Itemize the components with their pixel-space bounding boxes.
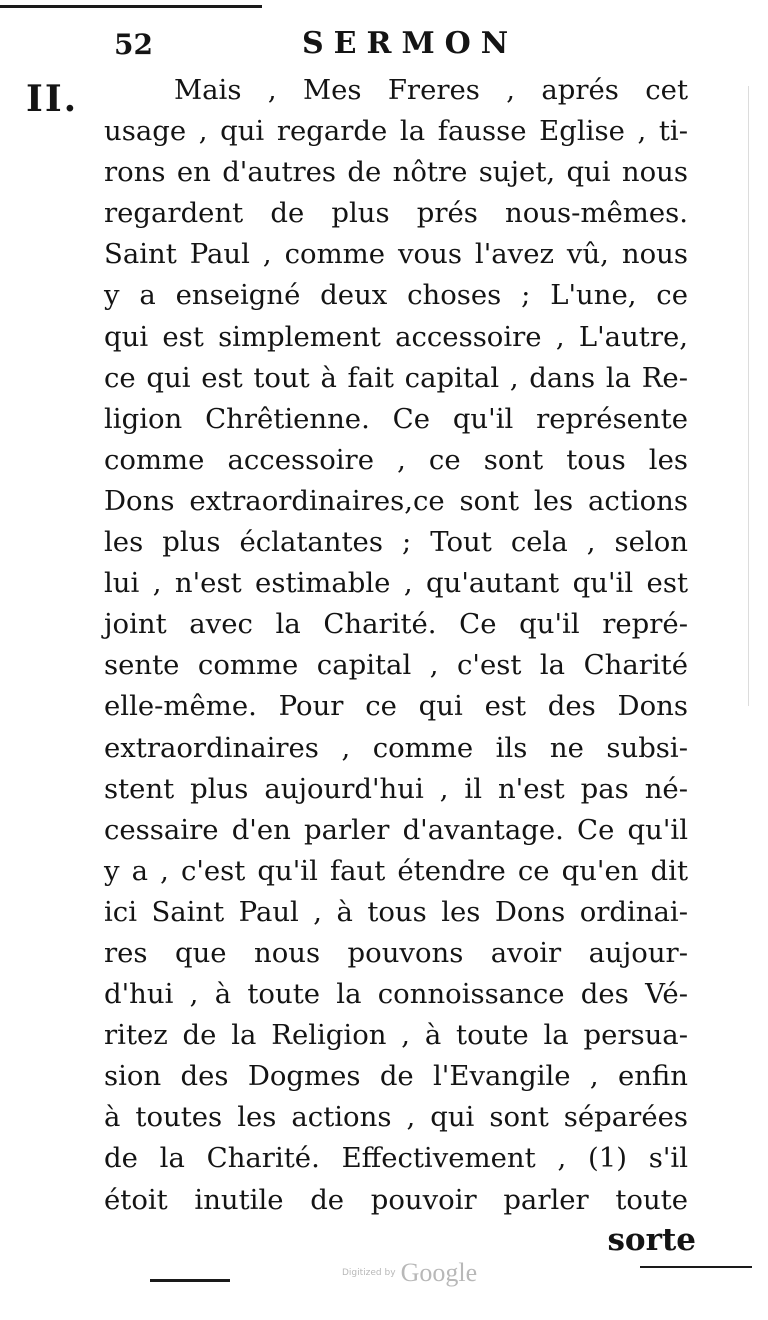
text-line: Saint Paul , comme vous l'avez vû, nous [104, 238, 688, 271]
text-line: lui , n'est estimable , qu'autant qu'il est [104, 567, 688, 600]
text-line: y a enseigné deux choses ; L'une, ce [104, 279, 688, 312]
catchword: sorte [607, 1222, 696, 1258]
text-line: extraordinaires , comme ils ne subsi- [104, 731, 688, 764]
text-line: à toutes les actions , qui sont séparées [104, 1101, 688, 1134]
bottom-rule-left [150, 1279, 230, 1282]
text-line: ligion Chrêtienne. Ce qu'il représente [104, 402, 688, 435]
bottom-rule-right [640, 1266, 752, 1268]
text-line: étoit inutile de pouvoir parler toute [104, 1183, 688, 1216]
text-line: Dons extraordinaires,ce sont les actions [104, 484, 688, 517]
text-line: ce qui est tout à fait capital , dans la Re- [104, 361, 688, 394]
text-line: cessaire d'en parler d'avantage. Ce qu'il [104, 813, 688, 846]
text-line: regardent de plus prés nous-mêmes. [104, 197, 688, 230]
watermark-brand: Google [400, 1258, 478, 1287]
body-text [104, 70, 688, 1221]
page-number: 52 [114, 28, 153, 61]
text-line: res que nous pouvons avoir aujour- [104, 936, 688, 969]
text-line: usage , qui regarde la fausse Eglise , ti- [104, 115, 688, 148]
watermark-prefix: Digitized by [342, 1268, 396, 1278]
text-line: Mais , Mes Freres , aprés cet [174, 74, 688, 106]
text-line: sente comme capital , c'est la Charité [104, 649, 688, 682]
text-line: rons en d'autres de nôtre sujet, qui nous [104, 156, 688, 189]
digitization-watermark [342, 1258, 477, 1288]
running-head: SERMON [302, 26, 519, 61]
text-line: y a , c'est qu'il faut étendre ce qu'en dit [104, 854, 688, 887]
text-line: comme accessoire , ce sont tous les [104, 443, 688, 476]
top-rule [0, 5, 262, 8]
margin-edge-line [748, 86, 749, 706]
text-line: de la Charité. Effectivement , (1) s'il [104, 1142, 688, 1175]
text-line: les plus éclatantes ; Tout cela , selon [104, 526, 688, 559]
text-line: qui est simplement accessoire , L'autre, [104, 320, 688, 353]
text-line: joint avec la Charité. Ce qu'il repré- [104, 608, 688, 641]
text-line: ritez de la Religion , à toute la persua- [104, 1019, 688, 1052]
text-line: sion des Dogmes de l'Evangile , enfin [104, 1060, 688, 1093]
text-line: elle-même. Pour ce qui est des Dons [104, 690, 688, 723]
section-marker: II. [26, 78, 79, 120]
text-line: ici Saint Paul , à tous les Dons ordinai- [104, 895, 688, 928]
text-line: stent plus aujourd'hui , il n'est pas né- [104, 772, 688, 805]
text-line: d'hui , à toute la connoissance des Vé- [104, 978, 688, 1011]
